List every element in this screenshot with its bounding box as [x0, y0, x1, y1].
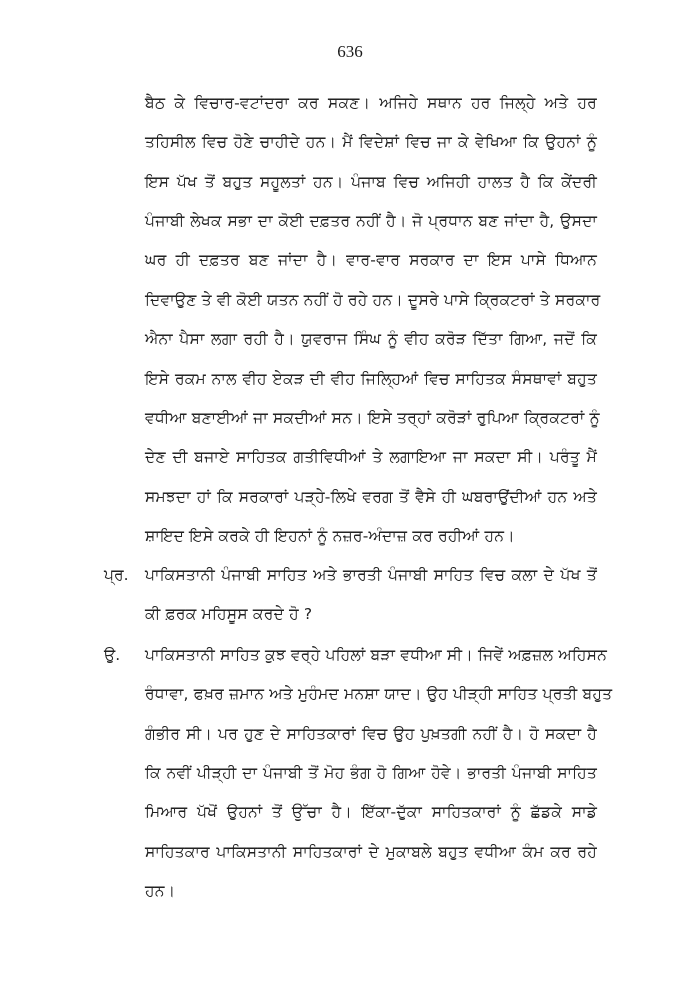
text-line: ਤਹਿਸੀਲ ਵਿਚ ਹੋਣੇ ਚਾਹੀਦੇ ਹਨ। ਮੈਂ ਵਿਦੇਸ਼ਾਂ ਵਿਚ ਜਾ ਕੇ ਵੇਖਿਆ ਕਿ ਉਹਨਾਂ ਨੂੰ — [145, 133, 597, 151]
text-line: ਕੀ ਫ਼ਰਕ ਮਹਿਸੂਸ ਕਰਦੇ ਹੋ ? — [145, 605, 313, 623]
text-line: ਵਧੀਆ ਬਣਾਈਆਂ ਜਾ ਸਕਦੀਆਂ ਸਨ। ਇਸੇ ਤਰ੍ਹਾਂ ਕਰੋੜਾਂ ਰੁਪਿਆ ਕ੍ਰਿਕਟਰਾਂ ਨੂੰ — [145, 409, 600, 427]
text-line: ਰੰਧਾਵਾ, ਫਖ਼ਰ ਜ਼ਮਾਨ ਅਤੇ ਮੁਹੰਮਦ ਮਨਸ਼ਾ ਯਾਦ। ਉਹ ਪੀੜ੍ਹੀ ਸਾਹਿਤ ਪ੍ਰਤੀ ਬਹੁਤ — [145, 685, 613, 703]
text-line: ਦਿਵਾਉਣ ਤੇ ਵੀ ਕੋਈ ਯਤਨ ਨਹੀਂ ਹੋ ਰਹੇ ਹਨ। ਦੂਸਰੇ ਪਾਸੇ ਕ੍ਰਿਕਟਰਾਂ ਤੇ ਸਰਕਾਰ — [145, 291, 601, 309]
page-number: 636 — [337, 42, 363, 61]
text-line: ਇਸ ਪੱਖ ਤੋਂ ਬਹੁਤ ਸਹੂਲਤਾਂ ਹਨ। ਪੰਜਾਬ ਵਿਚ ਅਜਿਹੀ ਹਾਲਤ ਹੈ ਕਿ ਕੇਂਦਰੀ — [145, 173, 597, 191]
text-line: ਸਮਝਦਾ ਹਾਂ ਕਿ ਸਰਕਾਰਾਂ ਪੜ੍ਹੇ-ਲਿਖੇ ਵਰਗ ਤੋਂ ਵੈਸੇ ਹੀ ਘਬਰਾਉਂਦੀਆਂ ਹਨ ਅਤੇ — [145, 488, 597, 506]
text-line: ਮਿਆਰ ਪੱਖੋਂ ਉਹਨਾਂ ਤੋਂ ਉੱਚਾ ਹੈ। ਇੱਕਾ-ਦੁੱਕਾ ਸਾਹਿਤਕਾਰਾਂ ਨੂੰ ਛੱਡਕੇ ਸਾਡੇ — [145, 803, 597, 821]
text-line: ਐਨਾ ਪੈਸਾ ਲਗਾ ਰਹੀ ਹੈ। ਯੁਵਰਾਜ ਸਿੰਘ ਨੂੰ ਵੀਹ ਕਰੋੜ ਦਿੱਤਾ ਗਿਆ, ਜਦੋਂ ਕਿ — [145, 330, 597, 348]
text-line: ਸ਼ਾਇਦ ਇਸੇ ਕਰਕੇ ਹੀ ਇਹਨਾਂ ਨੂੰ ਨਜ਼ਰ-ਅੰਦਾਜ਼ ਕਰ ਰਹੀਆਂ ਹਨ। — [145, 527, 515, 545]
text-line: ਪਾਕਿਸਤਾਨੀ ਪੰਜਾਬੀ ਸਾਹਿਤ ਅਤੇ ਭਾਰਤੀ ਪੰਜਾਬੀ ਸਾਹਿਤ ਵਿਚ ਕਲਾ ਦੇ ਪੱਖ ਤੋਂ — [145, 566, 597, 584]
answer-marker: ਉ. — [104, 646, 121, 664]
text-line: ਗੰਭੀਰ ਸੀ। ਪਰ ਹੁਣ ਦੇ ਸਾਹਿਤਕਾਰਾਂ ਵਿਚ ਉਹ ਪੁਖ਼ਤਗੀ ਨਹੀਂ ਹੈ। ਹੋ ਸਕਦਾ ਹੈ — [145, 725, 597, 743]
text-line: ਪਾਕਿਸਤਾਨੀ ਸਾਹਿਤ ਕੁਝ ਵਰ੍ਹੇ ਪਹਿਲਾਂ ਬੜਾ ਵਧੀਆ ਸੀ। ਜਿਵੇਂ ਅਫ਼ਜ਼ਲ ਅਹਿਸਨ — [145, 646, 608, 664]
text-line: ਦੇਣ ਦੀ ਬਜਾਏ ਸਾਹਿਤਕ ਗਤੀਵਿਧੀਆਂ ਤੇ ਲਗਾਇਆ ਜਾ ਸਕਦਾ ਸੀ। ਪਰੰਤੂ ਮੈਂ — [145, 448, 597, 466]
text-line: ਘਰ ਹੀ ਦਫ਼ਤਰ ਬਣ ਜਾਂਦਾ ਹੈ। ਵਾਰ-ਵਾਰ ਸਰਕਾਰ ਦਾ ਇਸ ਪਾਸੇ ਧਿਆਨ — [145, 251, 597, 269]
text-line: ਇਸੇ ਰਕਮ ਨਾਲ ਵੀਹ ਏਕੜ ਦੀ ਵੀਹ ਜਿਲ੍ਹਿਆਂ ਵਿਚ ਸਾਹਿਤਕ ਸੰਸਥਾਵਾਂ ਬਹੁਤ — [145, 370, 597, 388]
text-line: ਪੰਜਾਬੀ ਲੇਖਕ ਸਭਾ ਦਾ ਕੋਈ ਦਫ਼ਤਰ ਨਹੀਂ ਹੈ। ਜੋ ਪ੍ਰਧਾਨ ਬਣ ਜਾਂਦਾ ਹੈ, ਉਸਦਾ — [145, 212, 597, 230]
question-marker: ਪ੍ਰ. — [104, 566, 129, 584]
text-line: ਬੈਠ ਕੇ ਵਿਚਾਰ-ਵਟਾਂਦਰਾ ਕਰ ਸਕਣ। ਅਜਿਹੇ ਸਥਾਨ ਹਰ ਜਿਲ੍ਹੇ ਅਤੇ ਹਰ — [145, 94, 597, 112]
text-line: ਕਿ ਨਵੀਂ ਪੀੜ੍ਹੀ ਦਾ ਪੰਜਾਬੀ ਤੋਂ ਮੋਹ ਭੰਗ ਹੋ ਗਿਆ ਹੋਵੇ। ਭਾਰਤੀ ਪੰਜਾਬੀ ਸਾਹਿਤ — [145, 764, 597, 782]
text-line: ਸਾਹਿਤਕਾਰ ਪਾਕਿਸਤਾਨੀ ਸਾਹਿਤਕਾਰਾਂ ਦੇ ਮੁਕਾਬਲੇ ਬਹੁਤ ਵਧੀਆ ਕੰਮ ਕਰ ਰਹੇ — [145, 843, 597, 861]
text-line: ਹਨ। — [145, 882, 176, 900]
